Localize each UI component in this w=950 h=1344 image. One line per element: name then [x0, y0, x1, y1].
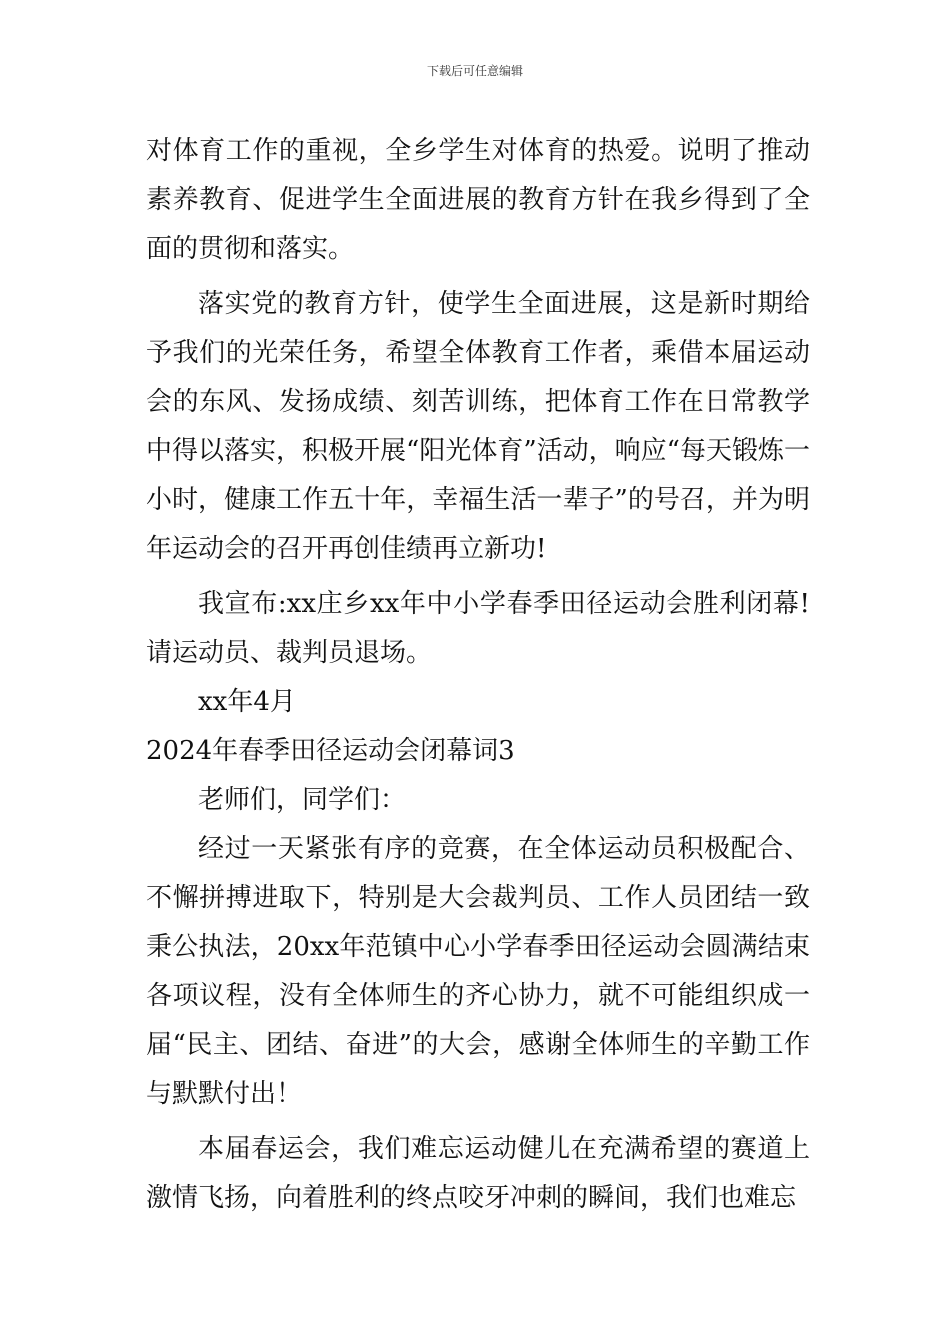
date-line: xx年4月: [198, 687, 296, 717]
salutation: 老师们，同学们：: [198, 785, 407, 815]
document-body: [146, 127, 810, 1223]
paragraph-continuation: 对体育工作的重视，全乡学生对体育的热爱。说明了推动素养教育、促进学生全面进展的教育方针在我乡得到了全面的贯彻和落实。: [146, 136, 810, 264]
paragraph-memories: 本届春运会，我们难忘运动健儿在充满希望的赛道上激情飞扬，向着胜利的终点咬牙冲刺的瞬间，我们也难忘: [146, 1134, 810, 1213]
paragraph-education-policy: 落实党的教育方针，使学生全面进展，这是新时期给予我们的光荣任务，希望全体教育工作者，乘借本届运动会的东风、发扬成绩、刻苦训练，把体育工作在日常教学中得以落实，积极开展“阳光体育”活动，响应“每天锻炼一小时，健康工作五十年，幸福生活一辈子”的号召，并为明年运动会的召开再创佳绩再立新功!: [146, 289, 810, 564]
paragraph-competition-summary: 经过一天紧张有序的竞赛，在全体运动员积极配合、不懈拼搏进取下，特别是大会裁判员、工作人员团结一致秉公执法，20xx年范镇中心小学春季田径运动会圆满结束各项议程，没有全体师生的齐心协力，就不可能组织成一届“民主、团结、奋进”的大会，感谢全体师生的辛勤工作与默默付出！: [146, 834, 810, 1109]
section-title: 2024年春季田径运动会闭幕词3: [146, 736, 515, 766]
paragraph-closing-announcement: 我宣布:xx庄乡xx年中小学春季田径运动会胜利闭幕!请运动员、裁判员退场。: [146, 589, 810, 668]
page-header-note: 下载后可任意编辑: [426, 64, 523, 78]
